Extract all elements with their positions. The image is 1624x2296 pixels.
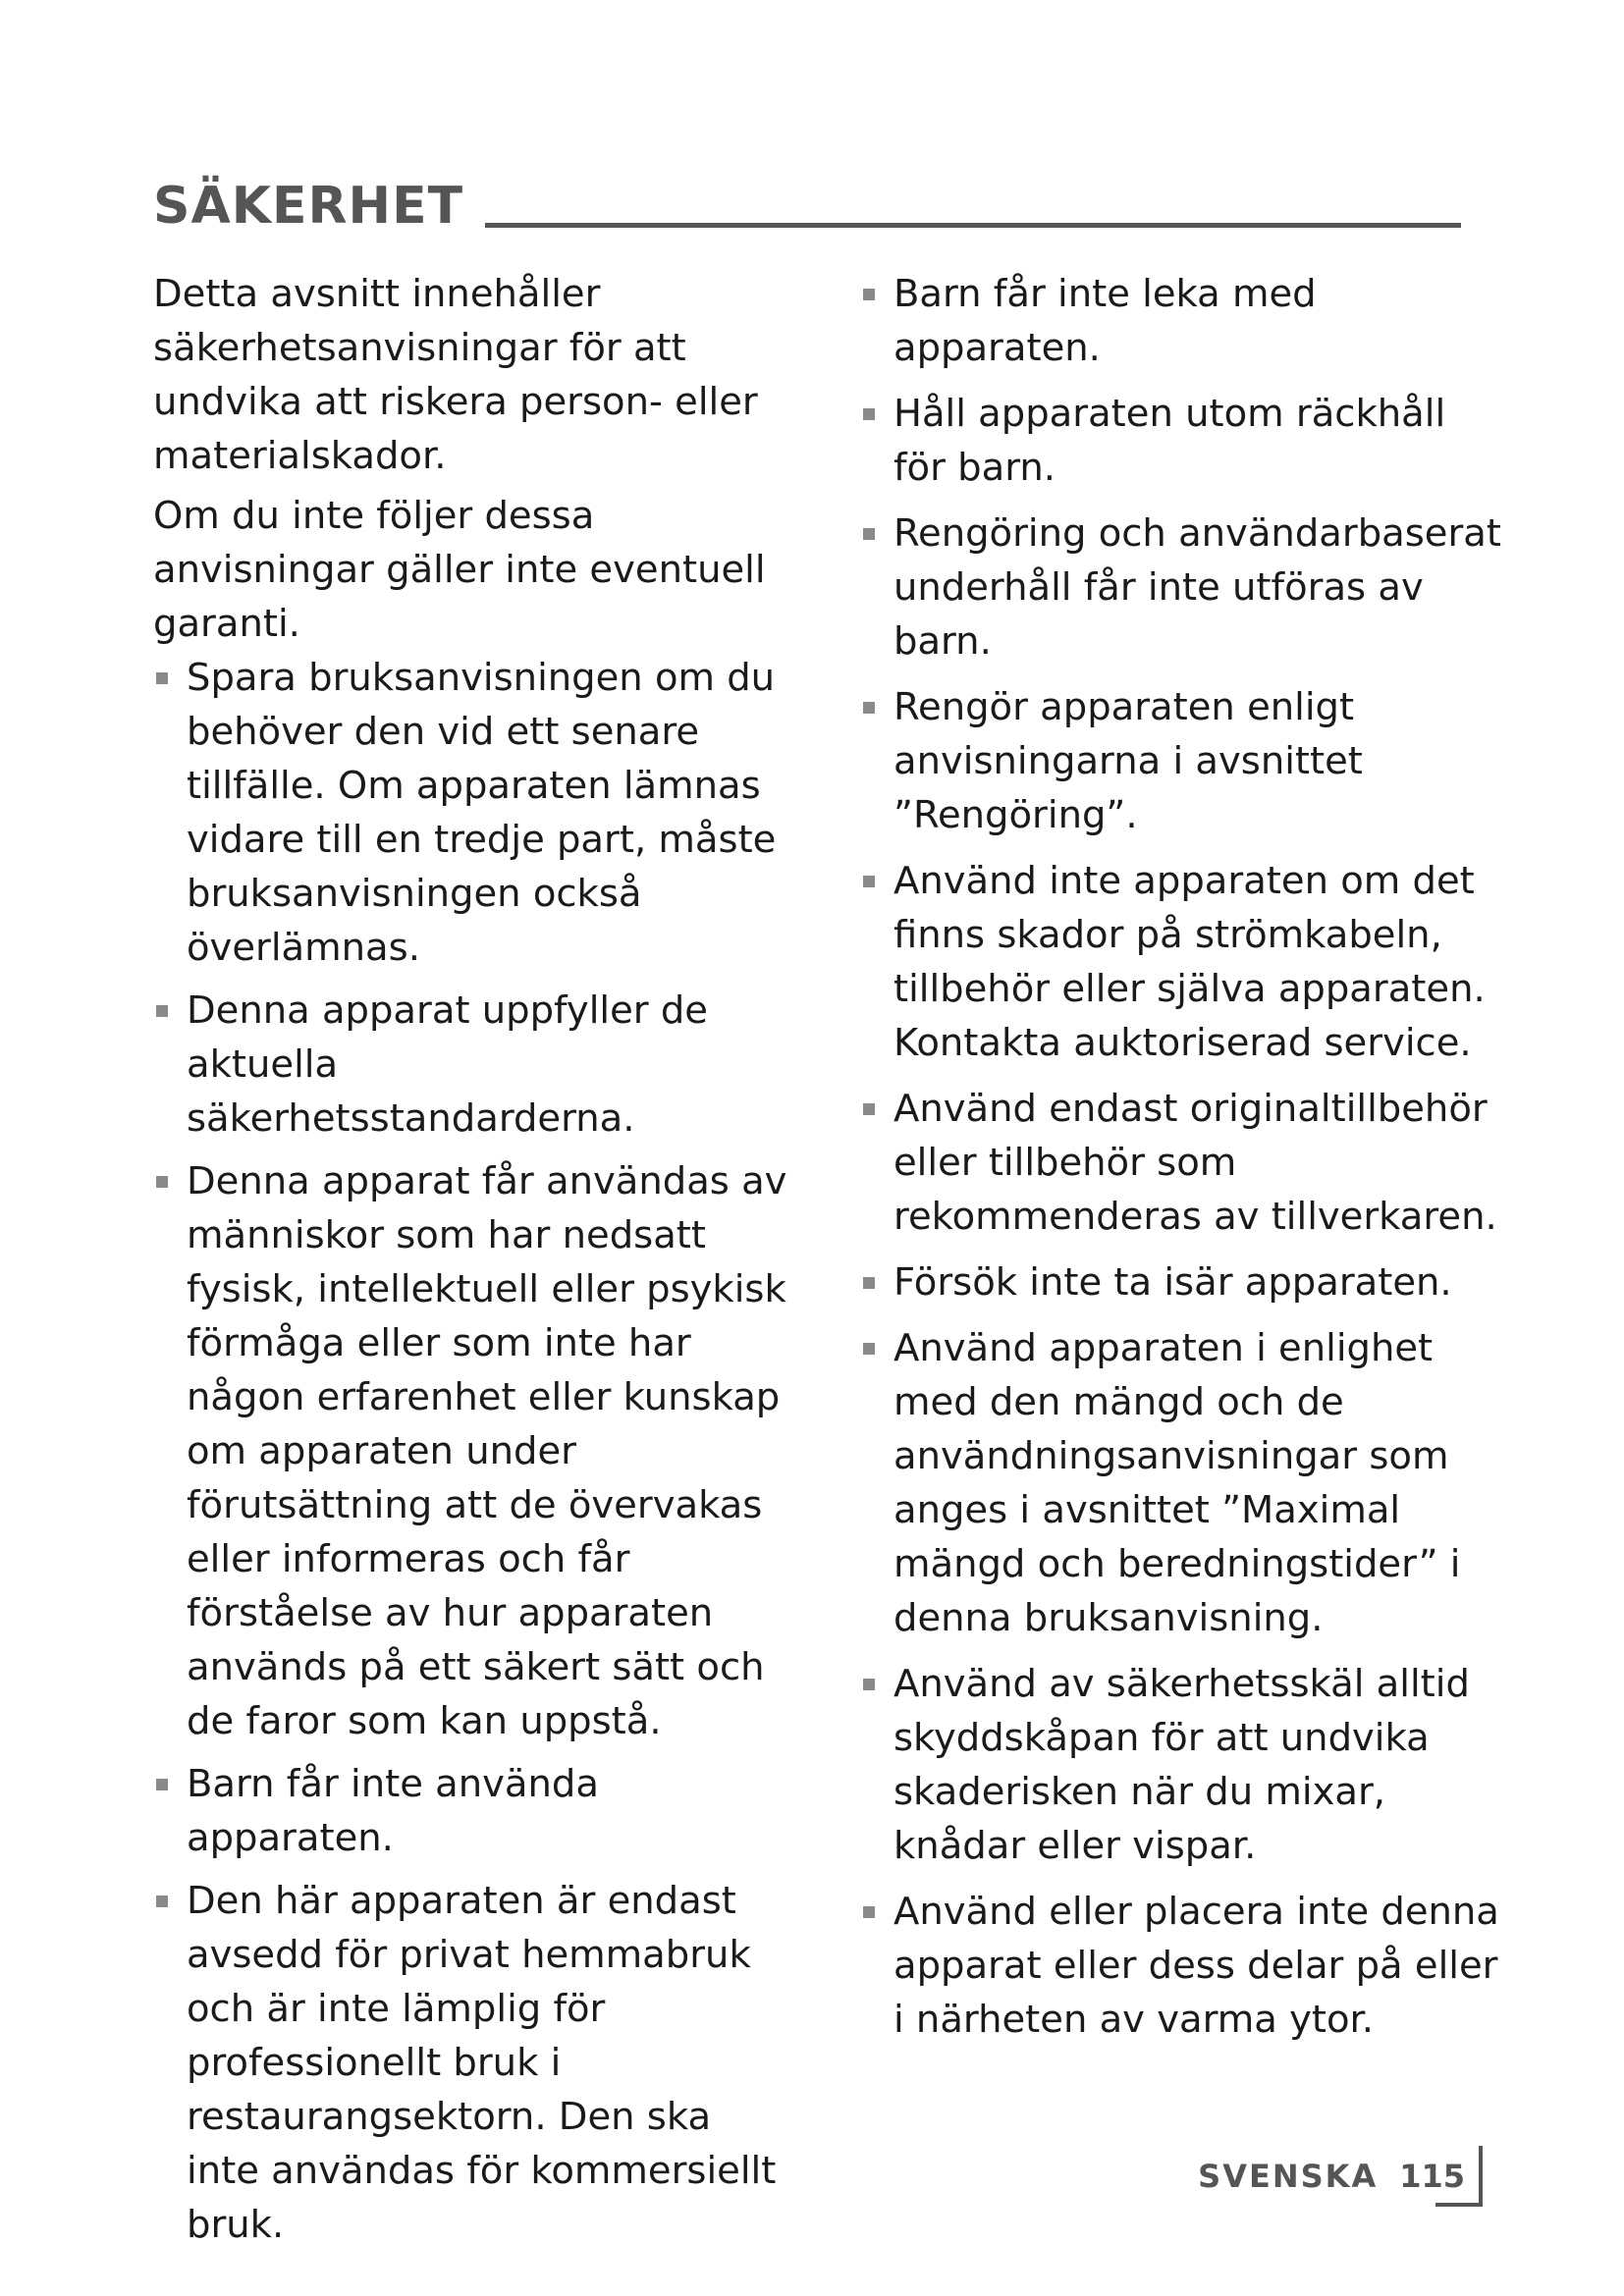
list-item [153, 651, 791, 975]
list-item-text: Barn får inte använda apparaten. [187, 1762, 599, 1860]
square-bullet-icon [863, 289, 875, 300]
list-item-text: Använd apparaten i enlighet med den mängd och de användningsanvisningar som anges i avsnittet ”Maximal mängd och beredningstider” i denna bruksanvisning. [893, 1326, 1461, 1640]
page-number: 115 [1399, 2158, 1465, 2195]
list-item [860, 387, 1508, 495]
list-item [860, 1885, 1508, 2047]
list-item [153, 984, 791, 1146]
list-item [860, 267, 1508, 375]
square-bullet-icon [863, 408, 875, 420]
square-bullet-icon [863, 1343, 875, 1355]
square-bullet-icon [863, 702, 875, 714]
square-bullet-icon [863, 876, 875, 887]
left-column [153, 267, 791, 2261]
list-item [860, 1657, 1508, 1873]
list-item-text: Använd eller placera inte denna apparat eller dess delar på eller i närheten av varma ytor. [893, 1890, 1499, 2042]
intro-paragraph: Detta avsnitt innehåller säkerhetsanvisningar för att undvika att riskera person- eller materialskador. [153, 272, 758, 478]
intro-paragraph: Om du inte följer dessa anvisningar gäller inte eventuell garanti. [153, 494, 766, 646]
section-heading [153, 163, 1461, 236]
footer-language: SVENSKA [1198, 2158, 1379, 2195]
list-item-text: Använd inte apparaten om det finns skador på strömkabeln, tillbehör eller själva apparaten. Kontakta auktoriserad service. [893, 859, 1486, 1065]
page-footer [1198, 2146, 1483, 2207]
list-item [860, 507, 1508, 668]
list-item [153, 1757, 791, 1865]
heading-rule [485, 223, 1461, 228]
square-bullet-icon [863, 1277, 875, 1289]
list-item-text: Försök inte ta isär apparaten. [893, 1260, 1452, 1305]
list-item-text: Rengör apparaten enligt anvisningarna i avsnittet ”Rengöring”. [893, 685, 1363, 837]
list-item-text: Denna apparat får användas av människor som har nedsatt fysisk, intellektuell eller psykisk förmåga eller som inte har någon erfarenhet eller kunskap om apparaten under förutsättning att de övervakas eller informeras och får förståelse av hur apparaten används på ett säkert sätt och de faror som kan uppstå. [187, 1159, 787, 1743]
square-bullet-icon [863, 1679, 875, 1690]
square-bullet-icon [863, 1103, 875, 1115]
safety-list-left [153, 651, 791, 2252]
footer-bracket-decoration [1479, 2146, 1483, 2207]
list-item-text: Använd endast originaltillbehör eller tillbehör som rekommenderas av tillverkaren. [893, 1087, 1497, 1239]
list-item-text: Rengöring och användarbaserat underhåll får inte utföras av barn. [893, 511, 1501, 664]
page-title: SÄKERHET [153, 177, 464, 236]
list-item-text: Den här apparaten är endast avsedd för privat hemmabruk och är inte lämplig för professionellt bruk i restaurangsektorn. Den ska inte användas för kommersiellt bruk. [187, 1879, 777, 2247]
safety-list-right [860, 267, 1508, 2047]
list-item [860, 1082, 1508, 1244]
list-item [860, 854, 1508, 1070]
list-item-text: Håll apparaten utom räckhåll för barn. [893, 392, 1446, 490]
list-item [153, 1874, 791, 2252]
list-item [860, 1321, 1508, 1645]
list-item [860, 1255, 1508, 1309]
square-bullet-icon [156, 672, 168, 684]
square-bullet-icon [156, 1176, 168, 1188]
list-item-text: Använd av säkerhetsskäl alltid skyddskåpan för att undvika skaderisken när du mixar, knådar eller vispar. [893, 1662, 1470, 1868]
square-bullet-icon [156, 1779, 168, 1790]
list-item [153, 1154, 791, 1748]
square-bullet-icon [863, 1906, 875, 1918]
right-column [860, 267, 1508, 2058]
list-item-text: Barn får inte leka med apparaten. [893, 272, 1317, 370]
square-bullet-icon [863, 528, 875, 540]
list-item-text: Denna apparat uppfyller de aktuella säkerhetsstandarderna. [187, 988, 708, 1141]
list-item-text: Spara bruksanvisningen om du behöver den vid ett senare tillfälle. Om apparaten lämnas vidare till en tredje part, måste bruksanvisningen också överlämnas. [187, 656, 777, 970]
square-bullet-icon [156, 1005, 168, 1017]
square-bullet-icon [156, 1896, 168, 1907]
list-item [860, 680, 1508, 842]
